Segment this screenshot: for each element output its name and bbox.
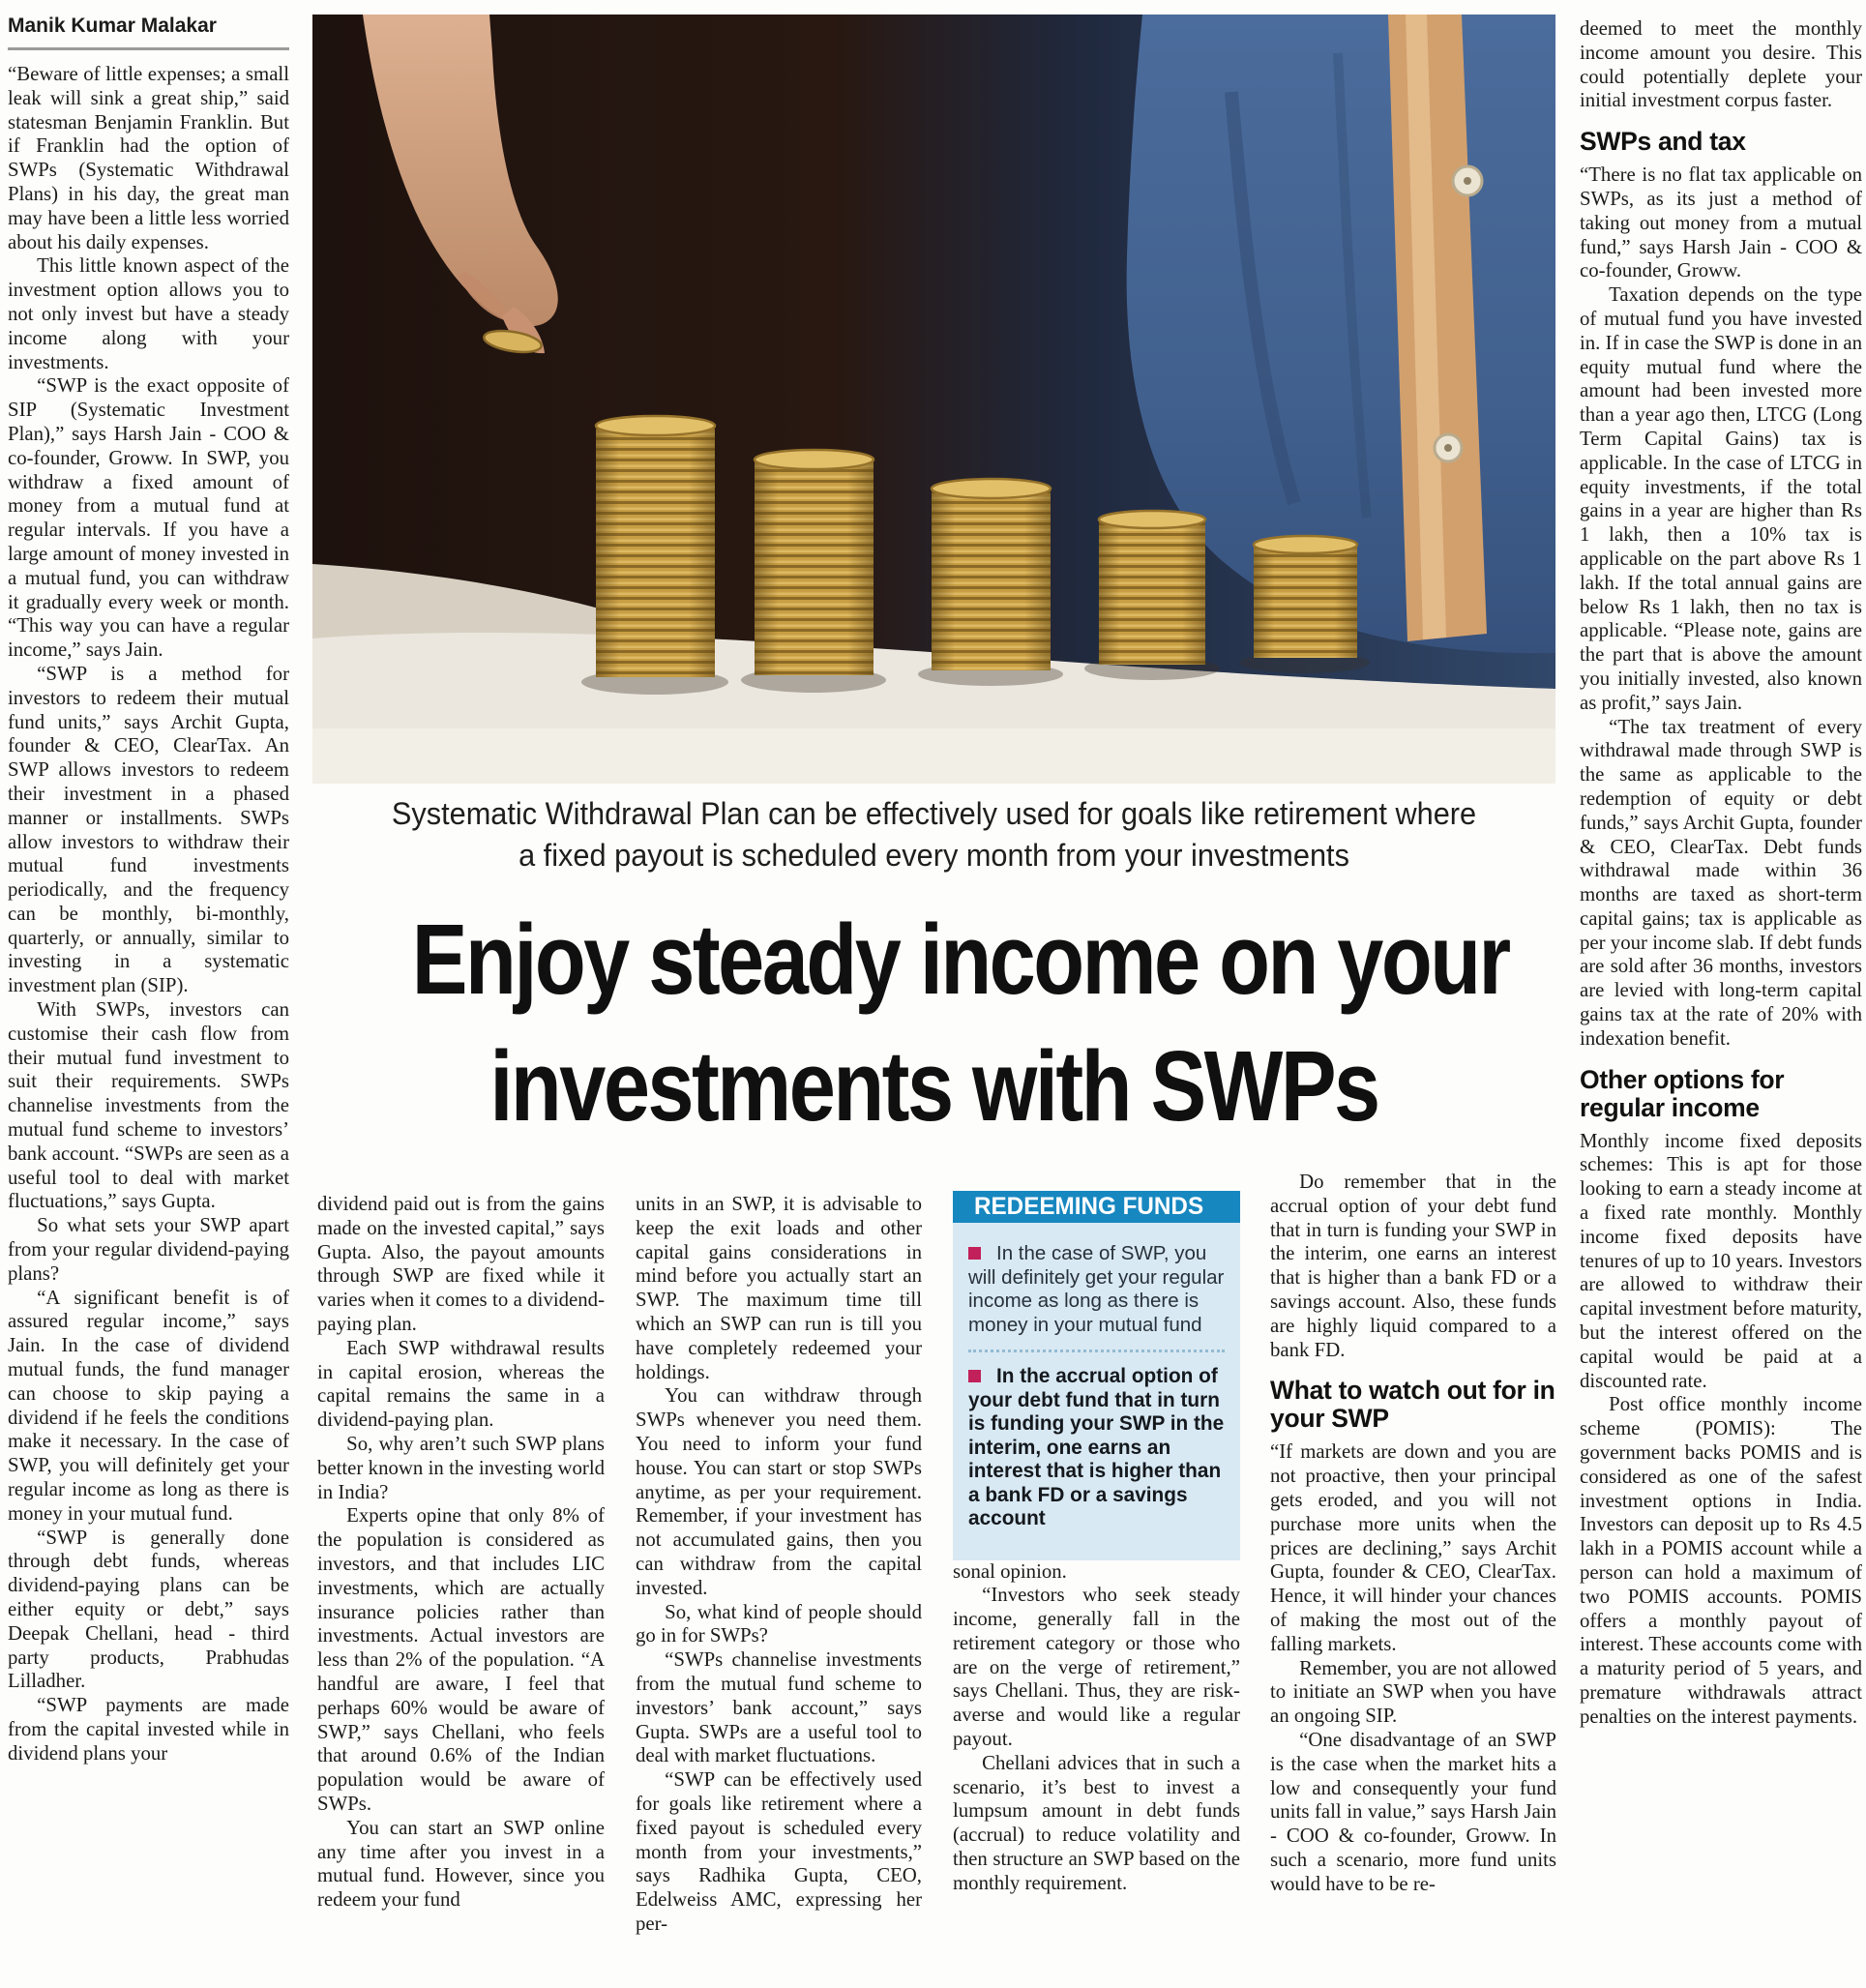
- table-front: [312, 728, 1555, 784]
- paragraph: “A significant benefit is of assured regular income,” says Jain. In the case of dividend mutual funds, the fund manager can choose to skip paying a dividend if he feels the conditions make it necessary. In the case of SWP, you will definitely get your regular income as long as there is money in your mutual fund.: [8, 1286, 289, 1525]
- paragraph: “If markets are down and you are not proactive, then your principal gets eroded, and you will not purchase more units when the prices are declining,” says Archit Gupta, founder & CEO, ClearTax. Hence, it will hinder your chances of making the most out of the falling markets.: [1270, 1440, 1556, 1655]
- article-column-2: [317, 1193, 605, 1988]
- bullet-text: In the case of SWP, you will definitely get your regular income as long as there is money in your mutual fund: [968, 1242, 1225, 1336]
- article-column-1: [8, 14, 289, 1981]
- paragraph: Post office monthly income scheme (POMIS): The government backs POMIS and is considered as one of the safest investment options in India. Investors can deposit up to Rs 4.5 lakh in a POMIS account while a person can hold a maximum of two POMIS accounts. POMIS offers a monthly payout of interest. These accounts come with a maturity period of 5 years, and premature withdrawals attract penalties on the interest payments.: [1580, 1393, 1862, 1728]
- paragraph: units in an SWP, it is advisable to keep the exit loads and other capital gains considerations in mind before you actually start an SWP. The maximum time till which an SWP can run is till you have completely redeemed your holdings.: [636, 1193, 922, 1383]
- paragraph: You can withdraw through SWPs whenever you need them. You need to inform your fund house. You can start or stop SWPs anytime, as per your requirement. Remember, if your investment has not accumulated gains, then you can withdraw from the capital invested.: [636, 1384, 922, 1599]
- redeeming-funds-box: [953, 1191, 1240, 1560]
- paragraph: “SWP can be effectively used for goals like retirement where a fixed payout is scheduled every month from your investments,” says Radhika Gupta, CEO, Edelweiss AMC, expressing her per-: [636, 1768, 922, 1935]
- paragraph: Experts opine that only 8% of the population is considered as investors, and that includes LIC investments, which are actually insurance policies rather than investments. Actual investors are less than 2% of the population. “A handful are aware, I feel that perhaps 60% would be aware of SWP,” says Chellani, who feels that around 0.6% of the Indian population would be aware of SWPs.: [317, 1504, 605, 1815]
- article-column-4: [953, 1191, 1240, 1988]
- paragraph: “One disadvantage of an SWP is the case when the market hits a low and consequently your fund units fall in value,” says Harsh Jain - COO & co-founder, Groww. In such a scenario, more fund units would have to be re-: [1270, 1728, 1556, 1895]
- subhead-swps-and-tax: SWPs and tax: [1580, 127, 1746, 157]
- paragraph: Monthly income fixed deposits schemes: This is apt for those looking to earn a steady income at a fixed rate monthly. Monthly income fixed deposits have tenures of up to 10 years. Investors are allowed to withdraw their capital investment before maturity, but the interest offered on the capital would be paid at a discounted rate.: [1580, 1129, 1862, 1392]
- coin-stack-3: [918, 479, 1063, 686]
- byline-rule: [8, 47, 289, 50]
- headline-line: Enjoy steady income on your: [411, 904, 1509, 1015]
- coins-photo-illustration: [312, 15, 1555, 784]
- paragraph: “The tax treatment of every withdrawal made through SWP is the same as applicable to the redemption of equity or debt funds,” says Archit Gupta, founder & CEO, ClearTax. Debt funds withdrawal made within 36 months are taxed as short-term capital gains; tax is applicable as per your income slab. If debt funds are sold after 36 months, investors are levied with long-term capital gains tax at the rate of 20% with indexation benefit.: [1580, 715, 1862, 1050]
- article-column-3: [636, 1193, 922, 1988]
- paragraph: sonal opinion.: [953, 1559, 1067, 1583]
- paragraph: “SWP is generally done through debt funds, whereas dividend-paying plans can be either equity or debt,” says Deepak Chellani, head - third party products, Prabhudas Lilladher.: [8, 1526, 289, 1693]
- paragraph: “Investors who seek steady income, generally fall in the retirement category or those who are on the verge of retirement,” says Chellani. Thus, they are risk-averse and would like a regular payout.: [953, 1584, 1240, 1751]
- dotted-separator: [968, 1350, 1225, 1352]
- paragraph: dividend paid out is from the gains made on the invested capital,” says Gupta. Also, the payout amounts through SWP are fixed while it varies when it comes to a dividend-paying plan.: [317, 1193, 605, 1335]
- headline: [312, 896, 1555, 1149]
- caption-line: Systematic Withdrawal Plan can be effectively used for goals like retirement where: [391, 796, 1477, 831]
- headline-line: investments with SWPs: [489, 1030, 1378, 1142]
- article-column-5: [1270, 1171, 1556, 1988]
- paragraph: This little known aspect of the investment option allows you to not only invest but have a steady income along with your investments.: [8, 254, 289, 373]
- article-column-right: [1580, 17, 1862, 1988]
- coin-stack-4: [1084, 511, 1220, 680]
- paragraph: Each SWP withdrawal results in capital erosion, whereas the capital remains the same in a dividend-paying plan.: [317, 1336, 605, 1432]
- infobox-body: [953, 1223, 1240, 1560]
- paragraph: So what sets your SWP apart from your regular dividend-paying plans?: [8, 1214, 289, 1285]
- paragraph: “Beware of little expenses; a small leak will sink a great ship,” said statesman Benjamin Franklin. But if Franklin had the option of SWPs (Systematic Withdrawal Plans) in his day, the great man may have been a little less worried about his daily expenses.: [8, 63, 289, 253]
- bullet-text: In the accrual option of your debt fund that in turn is funding your SWP in the interim, one earns an interest that is higher than a bank FD or a savings account: [968, 1365, 1225, 1529]
- subhead-watch-out: What to watch out for in your SWP: [1270, 1376, 1555, 1434]
- infobox-title: REDEEMING FUNDS: [974, 1193, 1204, 1220]
- paragraph: “There is no flat tax applicable on SWPs, as its just a method of taking out money from a mutual fund,” says Harsh Jain - COO & co-founder, Groww.: [1580, 163, 1862, 282]
- paragraph: You can start an SWP online any time after you invest in a mutual fund. However, since you redeem your fund: [317, 1816, 605, 1912]
- coin-stack-1: [581, 416, 728, 695]
- bullet-square-icon: [968, 1370, 981, 1382]
- paragraph: “SWP is the exact opposite of SIP (Systematic Investment Plan),” says Harsh Jain - COO & co-founder, Groww. In SWP, you withdraw a fixed amount of money from a mutual fund at regular intervals. If you have a large amount of money invested in a mutual fund, you can withdraw it gradually every week or month. “This way you can have a regular income,” says Jain.: [8, 374, 289, 662]
- paragraph: Chellani advices that in such a scenario, it’s best to invest a lumpsum amount in debt funds (accrual) to reduce volatility and then structure an SWP based on the monthly requirement.: [953, 1751, 1240, 1894]
- paragraph: “SWP is a method for investors to redeem their mutual fund units,” says Archit Gupta, founder & CEO, ClearTax. An SWP allows investors to redeem their investment in a phased manner or installments. SWPs allow investors to withdraw their mutual fund investments periodically, and the frequency can be monthly, bi-monthly, quarterly, or annually, similar to investing in a systematic investment plan (SIP).: [8, 662, 289, 997]
- photo-caption: [312, 793, 1555, 876]
- coins-photo: [312, 15, 1555, 784]
- paragraph: “SWPs channelise investments from the mutual fund scheme to investors’ bank account,” says Gupta. SWPs are a useful tool to deal with market fluctuations.: [636, 1648, 922, 1767]
- paragraph: Taxation depends on the type of mutual fund you have invested in. If in case the SWP is done in an equity mutual fund where the amount had been invested more than a year ago then, LTCG (Long Term Capital Gains) tax is applicable. In the case of LTCG in equity investments, if the total gains in a year are higher than Rs 1 lakh, then a 10% tax is applicable on the part above Rs 1 lakh. If the total annual gains are below Rs 1 lakh, then no tax is applicable. “Please note, gains are the part that is above the amount you initially invested, also known as profit,” says Jain.: [1580, 283, 1862, 714]
- byline: Manik Kumar Malakar: [8, 15, 217, 37]
- paragraph: With SWPs, investors can customise their cash flow from their mutual fund investment to suit their requirements. SWPs channelise investments from the mutual fund scheme to investors’ bank account. “SWPs are seen as a useful tool to deal with market fluctuations,” says Gupta.: [8, 998, 289, 1213]
- caption-line: a fixed payout is scheduled every month from your investments: [518, 838, 1349, 873]
- paragraph: Remember, you are not allowed to initiate an SWP when you have an ongoing SIP.: [1270, 1656, 1556, 1728]
- paragraph: So, what kind of people should go in for SWPs?: [636, 1600, 922, 1647]
- paragraph: deemed to meet the monthly income amount you desire. This could potentially deplete your initial investment corpus faster.: [1580, 17, 1862, 112]
- shirt-button-hole: [1464, 177, 1471, 185]
- shirt-button-hole: [1444, 444, 1452, 452]
- bullet-item: [968, 1242, 1225, 1337]
- bullet-item: [968, 1365, 1225, 1531]
- subhead-other-options: Other options for regular income: [1580, 1064, 1785, 1122]
- paragraph: “SWP payments are made from the capital invested while in dividend plans your: [8, 1694, 289, 1765]
- paragraph: So, why aren’t such SWP plans better known in the investing world in India?: [317, 1432, 605, 1503]
- bullet-square-icon: [968, 1247, 981, 1260]
- infobox-header: [953, 1191, 1240, 1223]
- paragraph: Do remember that in the accrual option of your debt fund that in turn is funding your SWP in the interim, one earns an interest that is higher than a bank FD or a savings account. Also, these funds are highly liquid compared to a bank FD.: [1270, 1171, 1556, 1361]
- coin-stack-2: [741, 450, 886, 693]
- coin-stack-5: [1240, 536, 1370, 673]
